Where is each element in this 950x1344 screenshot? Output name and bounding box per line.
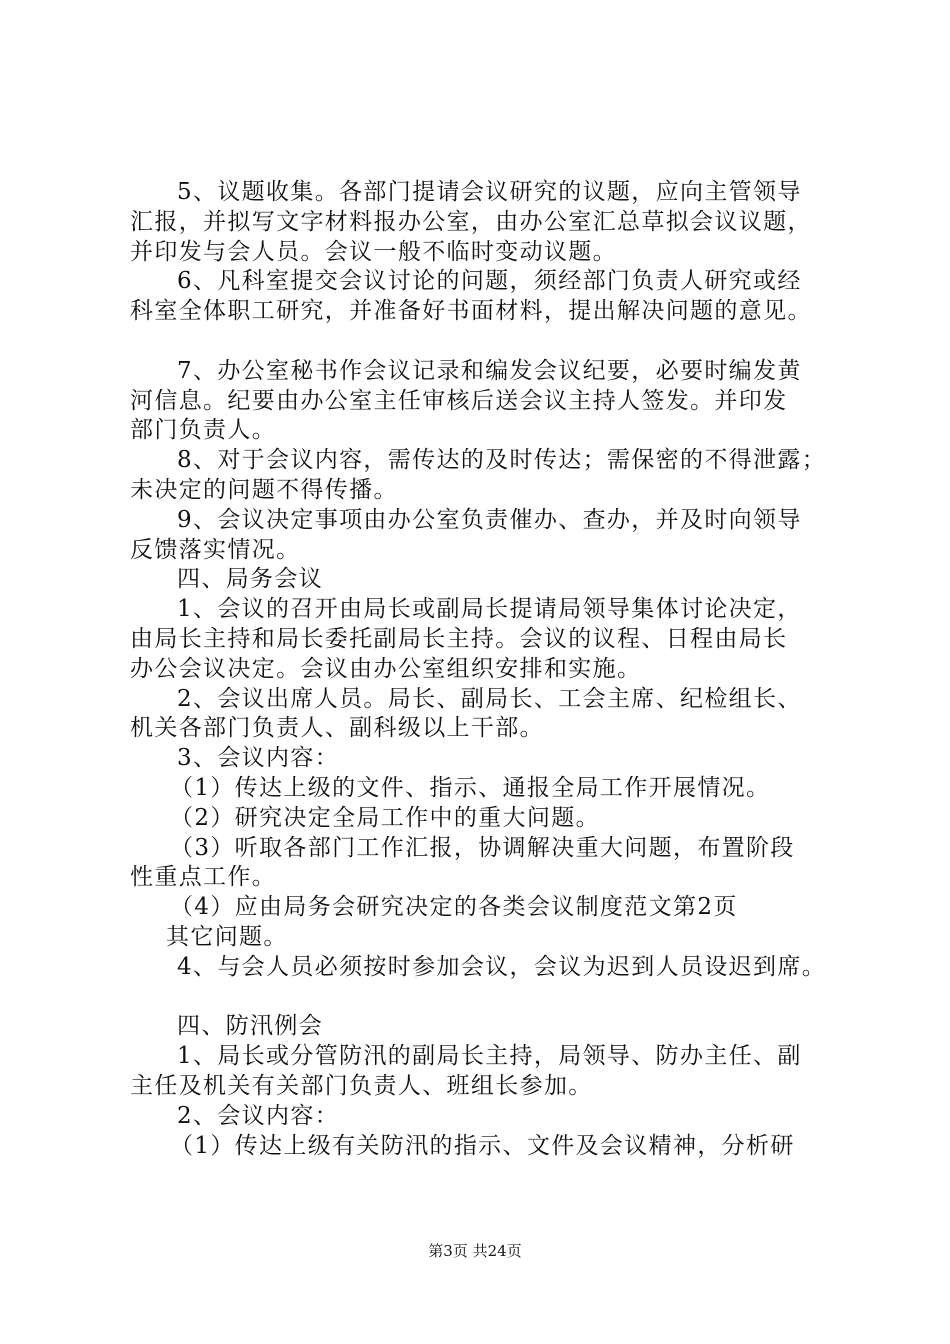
paragraph-line: 8、对于会议内容，需传达的及时传达；需保密的不得泄露；	[177, 447, 827, 474]
paragraph-line: 科室全体职工研究，并准备好书面材料，提出解决问题的意见。	[130, 298, 812, 325]
list-item: （4）应由局务会研究决定的各类会议制度范文第2页	[170, 894, 738, 921]
page-footer: 第3页 共24页	[428, 1242, 522, 1260]
paragraph-line: 未决定的问题不得传播。	[130, 476, 398, 503]
paragraph-line: 主任及机关有关部门负责人、班组长参加。	[130, 1072, 593, 1099]
paragraph-line: 河信息。纪要由办公室主任审核后送会议主持人签发。并印发	[130, 387, 788, 414]
paragraph-line: 2、会议内容：	[177, 1102, 340, 1129]
paragraph-line: 性重点工作。	[130, 864, 277, 891]
blank-line	[130, 983, 850, 1013]
paragraph-line: 由局长主持和局长委托副局长主持。会议的议程、日程由局长	[130, 625, 788, 652]
paragraph-line: 并印发与会人员。会议一般不临时变动议题。	[130, 238, 617, 265]
paragraph-line: 办公会议决定。会议由办公室组织安排和实施。	[130, 655, 642, 682]
paragraph-line: 1、会议的召开由局长或副局长提请局领导集体讨论决定，	[177, 596, 802, 623]
paragraph-line: 1、局长或分管防汛的副局长主持，局领导、防办主任、副	[177, 1043, 802, 1070]
paragraph-line: 3、会议内容：	[177, 745, 340, 772]
section-heading: 四、局务会议	[177, 566, 324, 593]
paragraph-line: 机关各部门负责人、副科级以上干部。	[130, 715, 544, 742]
paragraph-line: 2、会议出席人员。局长、副局长、工会主席、纪检组长、	[177, 685, 802, 712]
paragraph-line: 4、与会人员必须按时参加会议，会议为迟到人员设迟到席。	[177, 953, 827, 980]
section-heading: 四、防汛例会	[177, 1013, 324, 1040]
paragraph-line: 汇报，并拟写文字材料报办公室，由办公室汇总草拟会议议题，	[130, 208, 812, 235]
paragraph-line: 5、议题收集。各部门提请会议研究的议题，应向主管领导	[177, 179, 802, 205]
paragraph-line: 部门负责人。	[130, 417, 277, 444]
document-body	[130, 178, 850, 1161]
list-item: （1）传达上级有关防汛的指示、文件及会议精神，分析研	[170, 1132, 795, 1159]
paragraph-line: 9、会议决定事项由办公室负责催办、查办，并及时向领导	[177, 506, 802, 533]
paragraph-line: 7、办公室秘书作会议记录和编发会议纪要，必要时编发黄	[177, 357, 802, 384]
list-item: （2）研究决定全局工作中的重大问题。	[170, 804, 600, 831]
paragraph-line: 其它问题。	[166, 923, 288, 950]
list-item: （1）传达上级的文件、指示、通报全局工作开展情况。	[170, 774, 771, 801]
paragraph-line: 6、凡科室提交会议讨论的问题，须经部门负责人研究或经	[177, 268, 802, 295]
list-item: （3）听取各部门工作汇报，协调解决重大问题，布置阶段	[170, 834, 795, 861]
paragraph-line: 反馈落实情况。	[130, 536, 301, 563]
blank-line	[130, 327, 850, 357]
